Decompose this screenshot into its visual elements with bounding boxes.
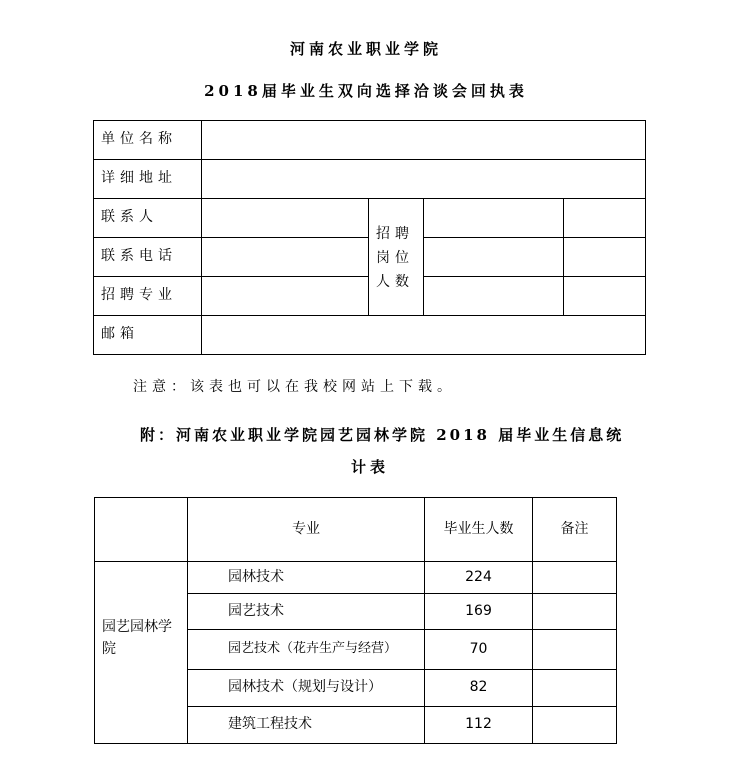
row-count: 70 bbox=[469, 641, 488, 657]
row-major: 园艺技术（花卉生产与经营） bbox=[228, 641, 398, 656]
download-note: 注意：该表也可以在我校网站上下载。 bbox=[133, 379, 456, 395]
header-remarks: 备注 bbox=[560, 521, 589, 537]
unit-name-label: 单位名称 bbox=[101, 131, 177, 147]
appendix-title-line1: 附：河南农业职业学院园艺园林学院 2018 届毕业生信息统 bbox=[140, 426, 625, 444]
row-count: 82 bbox=[469, 679, 488, 695]
row-major: 园林技术 bbox=[228, 569, 284, 585]
address-label: 详细地址 bbox=[101, 170, 177, 186]
document-title: 河南农业职业学院 bbox=[289, 40, 442, 58]
row-major: 园艺技术 bbox=[228, 603, 284, 619]
college-name: 园艺园林学院 bbox=[102, 619, 172, 657]
phone-label: 联系电话 bbox=[101, 248, 177, 264]
row-major: 建筑工程技术 bbox=[228, 716, 312, 732]
row-major: 园林技术（规划与设计） bbox=[228, 679, 382, 695]
row-count: 169 bbox=[465, 603, 492, 619]
major-label: 招聘专业 bbox=[101, 287, 177, 303]
positions-label: 招聘岗位人数 bbox=[376, 226, 414, 290]
row-count: 224 bbox=[465, 569, 492, 585]
contact-label: 联系人 bbox=[101, 209, 158, 225]
form-subtitle: 2018届毕业生双向选择洽谈会回执表 bbox=[204, 82, 528, 100]
header-major: 专业 bbox=[292, 521, 320, 537]
header-graduates: 毕业生人数 bbox=[443, 521, 514, 537]
row-count: 112 bbox=[465, 716, 492, 732]
appendix-title-line2: 计表 bbox=[350, 458, 389, 476]
email-label: 邮箱 bbox=[101, 326, 139, 342]
